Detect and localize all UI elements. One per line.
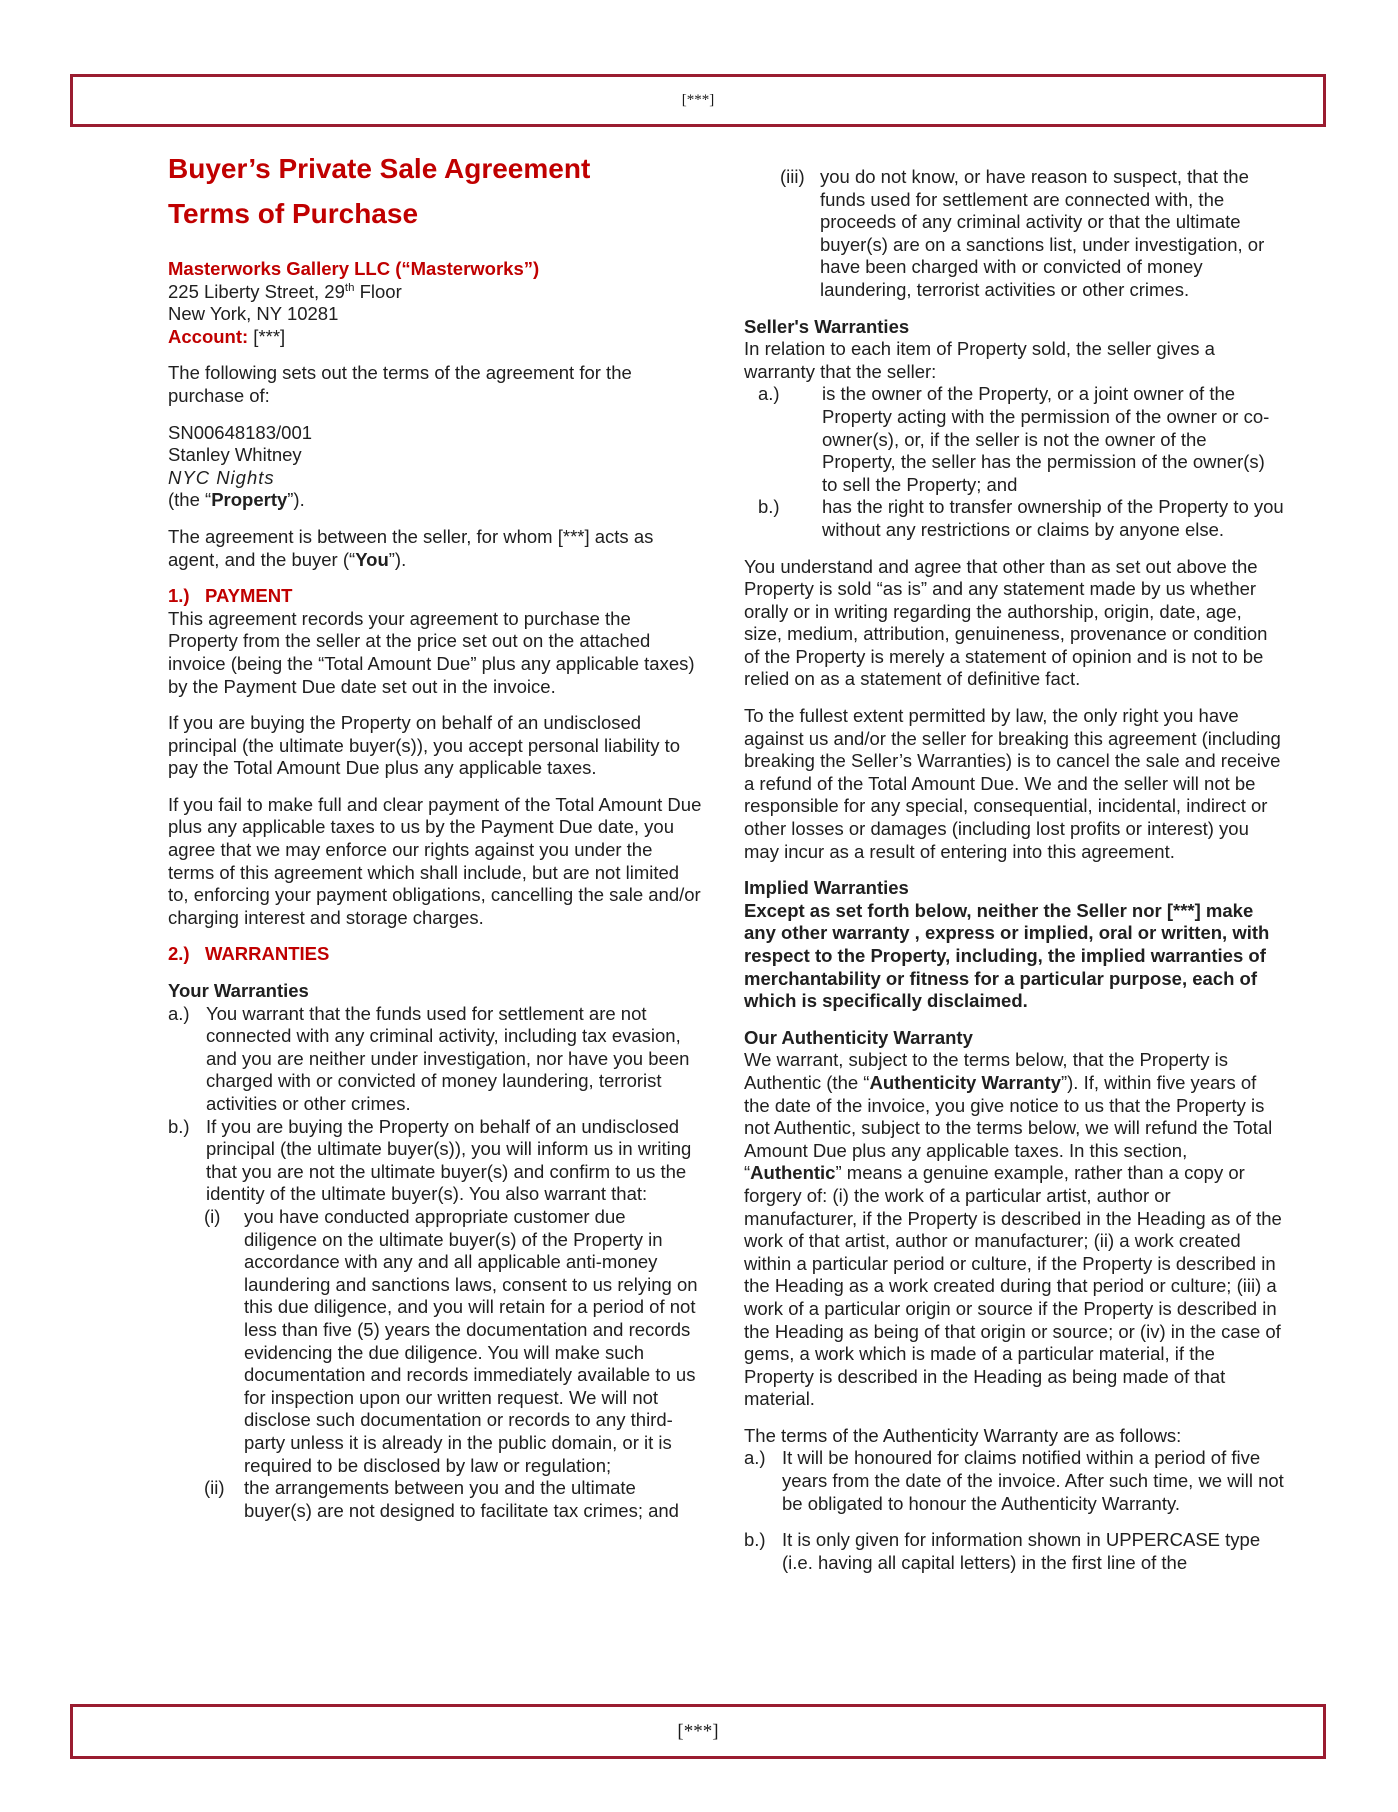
footer-box xyxy=(70,1704,1326,1759)
text-run: The terms of the Authenticity Warranty are as follows: xyxy=(744,1424,1182,1446)
text-run: The following sets out the terms of the agreement for the purchase of: xyxy=(168,362,632,406)
list-item-text xyxy=(244,1477,703,1522)
paragraph xyxy=(168,526,703,571)
list-marker: b.) xyxy=(758,496,780,518)
list-marker: a.) xyxy=(744,1447,766,1469)
text-run: Seller's Warranties xyxy=(744,315,910,337)
text-run: If you are buying the Property on behalf of an undisclosed principal (the ultimate buyer(s)), you will inform us in writing that you are not the ultimate buyer(s) and confirm to us the identity of the ultimate buyer(s). You also warrant that: xyxy=(206,1115,692,1205)
paragraph xyxy=(744,1027,1284,1050)
document-title-line: Terms of Purchase xyxy=(168,198,419,229)
paragraph xyxy=(744,338,1284,383)
list-item-text xyxy=(206,1116,703,1206)
document-title xyxy=(168,146,703,236)
text-run: is the owner of the Property, or a joint owner of the Property acting with the permission of the owner or co-owner(s), or, if the seller is not the owner of the Property, the seller has the permission of the owner(s) to sell the Property; and xyxy=(822,383,1270,495)
text-run: ”). xyxy=(287,489,305,511)
right-column xyxy=(744,146,1284,1574)
list-item xyxy=(204,1206,703,1477)
text-run: To the fullest extent permitted by law, the only right you have against us and/or the seller for breaking this agreement (including breaking the Seller’s Warranties) is to cancel the sale and receive a refund of the Total Amount Due. We and the seller will not be responsible for any special, consequential, incidental, indirect or other losses or damages (including lost profits or interest) you may incur as a result of entering into this agreement. xyxy=(744,705,1281,862)
text-run: [***] xyxy=(248,325,286,347)
text-run: ”). If, within five years of the date of the invoice, you give notice to us that the Property is not Authentic, subject to the terms below, we will refund the Total Amount Due plus any applicable taxes. In this section, “ xyxy=(744,1071,1273,1184)
paragraph xyxy=(744,1049,1284,1411)
list-item xyxy=(168,1116,703,1206)
left-column xyxy=(168,146,703,1574)
header-box xyxy=(70,74,1326,127)
list-marker: b.) xyxy=(744,1529,766,1551)
paragraph xyxy=(744,1425,1284,1448)
section-number: 2.) xyxy=(168,943,190,965)
paragraph xyxy=(744,316,1284,339)
paragraph xyxy=(744,900,1284,1013)
section-heading xyxy=(168,585,703,608)
text-run: th xyxy=(344,281,355,294)
text-run: You xyxy=(355,548,389,570)
paragraph xyxy=(168,303,703,326)
text-run: Our Authenticity Warranty xyxy=(744,1026,973,1048)
document-title-line: Buyer’s Private Sale Agreement xyxy=(168,153,591,184)
header-redaction: [***] xyxy=(681,92,715,108)
list-item-text xyxy=(820,166,1284,302)
text-run: Authenticity Warranty xyxy=(869,1071,1061,1093)
text-run: ”). xyxy=(388,548,407,570)
list-item-text xyxy=(782,1447,1284,1515)
text-run: Except as set forth below, neither the Seller nor [***] make any other warranty , express or implied, oral or written, with respect to the Property, including, the implied warranties of merchantability or fitness for a particular purpose, each of which is specifically disclaimed. xyxy=(744,899,1270,1012)
text-run: Masterworks Gallery LLC (“Masterworks”) xyxy=(168,258,540,279)
list-marker: (iii) xyxy=(780,166,805,187)
text-run: Stanley Whitney xyxy=(168,444,302,466)
text-run: NYC Nights xyxy=(168,466,275,488)
text-run: has the right to transfer ownership of the Property to you without any restrictions or claims by anyone else. xyxy=(822,496,1284,540)
text-run: you do not know, or have reason to suspect, that the funds used for settlement are connected with, the proceeds of any criminal activity or that the ultimate buyer(s) are on a sanctions list, under investigation, or have been charged with or convicted of money laundering, terrorist activities or other crimes. xyxy=(820,166,1265,300)
list-marker: (i) xyxy=(204,1205,221,1227)
text-run: It is only given for information shown in UPPERCASE type (i.e. having all capital letters) in the first line of the xyxy=(782,1529,1261,1573)
list-item xyxy=(758,496,1284,541)
list-item xyxy=(744,1447,1284,1515)
text-run: SN00648183/001 xyxy=(168,421,313,443)
text-run: This agreement records your agreement to purchase the Property from the seller at the price set out on the attached invoice (being the “Total Amount Due” plus any applicable taxes) by the Payment Due date set out in the invoice. xyxy=(168,607,695,697)
text-run: the arrangements between you and the ultimate buyer(s) are not designed to facilitate tax crimes; and xyxy=(244,1477,679,1521)
paragraph xyxy=(168,444,703,467)
section-heading xyxy=(168,943,703,966)
paragraph xyxy=(168,326,703,349)
list-marker: a.) xyxy=(758,383,780,405)
paragraph xyxy=(744,877,1284,900)
paragraph xyxy=(744,556,1284,692)
footer-redaction: [***] xyxy=(677,1720,719,1742)
text-run: 225 Liberty Street, 29 xyxy=(168,280,345,302)
paragraph xyxy=(168,712,703,780)
list-item xyxy=(204,1477,703,1522)
text-run: We warrant, subject to the terms below, that the Property is Authentic (the “ xyxy=(744,1049,1228,1093)
paragraph xyxy=(168,362,703,407)
paragraph xyxy=(168,608,703,698)
text-run: New York, NY 10281 xyxy=(168,303,339,325)
paragraph xyxy=(744,705,1284,863)
document-content xyxy=(168,146,1288,1574)
paragraph xyxy=(168,980,703,1003)
section-number: 1.) xyxy=(168,585,190,607)
text-run: If you are buying the Property on behalf of an undisclosed principal (the ultimate buyer(s)), you accept personal liability to pay the Total Amount Due plus any applicable taxes. xyxy=(168,712,681,779)
text-run: The agreement is between the seller, for whom [***] acts as agent, and the buyer (“ xyxy=(168,525,654,570)
text-run: Account: xyxy=(168,325,249,347)
paragraph xyxy=(168,489,703,512)
list-item-text xyxy=(822,383,1284,496)
text-run: You warrant that the funds used for settlement are not connected with any criminal activity, including tax evasion, and you are neither under investigation, nor have you been charged with or convicted of money laundering, terrorist activities or other crimes. xyxy=(206,1002,690,1114)
list-item xyxy=(168,1003,703,1116)
section-heading-label: WARRANTIES xyxy=(205,943,330,965)
list-item xyxy=(758,383,1284,496)
text-run: You understand and agree that other than as set out above the Property is sold “as is” and any statement made by us whether orally or in writing regarding the authorship, origin, date, age, size, medium, attribution, genuineness, provenance or condition of the Property is merely a statement of opinion and is not to be relied on as a statement of definitive fact. xyxy=(744,555,1268,690)
paragraph xyxy=(168,467,703,490)
list-marker: a.) xyxy=(168,1002,190,1024)
text-run: Property xyxy=(211,489,288,511)
text-run: (the “ xyxy=(168,489,212,511)
text-run: Implied Warranties xyxy=(744,877,909,899)
text-run: It will be honoured for claims notified within a period of five years from the date of the invoice. After such time, we will not be obligated to honour the Authenticity Warranty. xyxy=(782,1447,1284,1514)
text-run: you have conducted appropriate customer due diligence on the ultimate buyer(s) of the Property in accordance with any and all applicable anti-money laundering and sanctions laws, consent to us relying on this due diligence, and you will retain for a period of not less than five (5) years the documentation and records evidencing the due diligence. You will make such documentation and records immediately available to us for inspection upon our written request. We will not disclose such documentation or records to any third-party unless it is already in the public domain, or it is required to be disclosed by law or regulation; xyxy=(244,1205,698,1476)
text-run: ” means a genuine example, rather than a copy or forgery of: (i) the work of a particular artist, author or manufacturer, if the Property is described in the Heading as of the work of that artist, author or manufacturer; (ii) a work created within a particular period or culture, if the Property is described in the Heading as a work created during that period or culture; (iii) a work of a particular origin or source if the Property is described in the Heading as being of that origin or source; or (iv) in the case of gems, a work which is made of a particular material, if the Property is described in the Heading as being made of that material. xyxy=(744,1162,1282,1410)
list-marker: b.) xyxy=(168,1115,190,1137)
text-run: If you fail to make full and clear payment of the Total Amount Due plus any applicable taxes to us by the Payment Due date, you agree that we may enforce our rights against you under the terms of this agreement which shall include, but are not limited to, enforcing your payment obligations, cancelling the sale and/or charging interest and storage charges. xyxy=(168,793,702,928)
list-item-text xyxy=(206,1003,703,1116)
section-heading-label: PAYMENT xyxy=(205,585,293,607)
list-item-text xyxy=(244,1206,703,1477)
list-marker: (ii) xyxy=(204,1477,225,1499)
text-run: In relation to each item of Property sold, the seller gives a warranty that the seller: xyxy=(744,338,1215,382)
text-run: Your Warranties xyxy=(168,980,309,1002)
list-item-text xyxy=(822,496,1284,541)
paragraph xyxy=(168,281,703,304)
text-run: Authentic xyxy=(750,1162,836,1184)
paragraph xyxy=(168,258,703,281)
list-item-text xyxy=(782,1529,1284,1574)
text-run: Floor xyxy=(354,280,402,302)
list-item xyxy=(744,1529,1284,1574)
paragraph xyxy=(168,422,703,445)
list-item xyxy=(780,166,1284,302)
paragraph xyxy=(168,794,703,930)
